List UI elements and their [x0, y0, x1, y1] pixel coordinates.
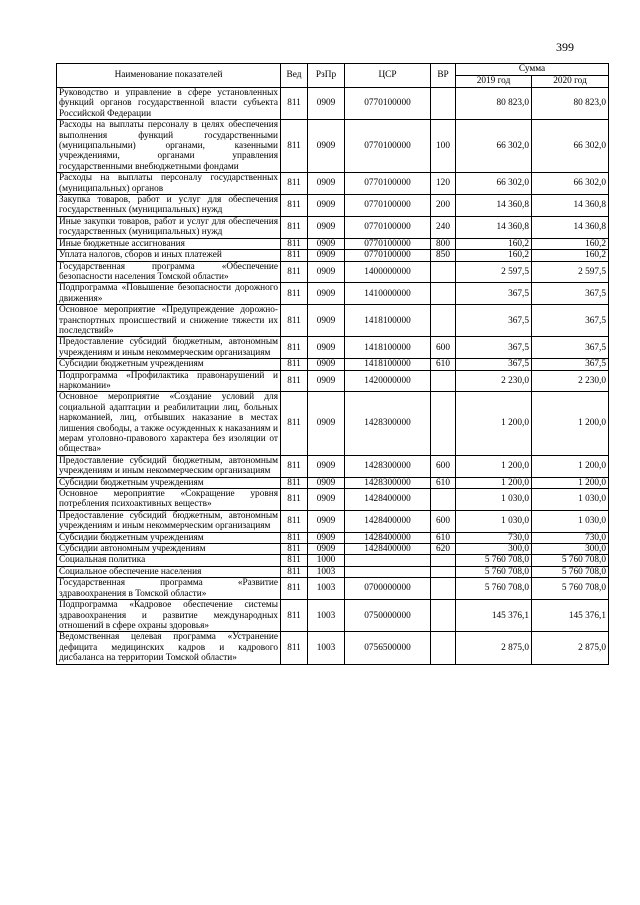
row-vr: 600	[431, 455, 456, 477]
row-name: Иные бюджетные ассигнования	[57, 238, 281, 249]
row-name: Основное мероприятие «Создание условий для социальной адаптации и реабилитации лиц, больных наркоманией, лиц, отбывших наказание в местах лишения свободы, а также осужденных к наказаниям и мерам уголовно-правового характера без изоляции от общества»	[57, 392, 281, 455]
table-row	[57, 359, 609, 370]
table-row	[57, 600, 609, 632]
row-csr: 0770100000	[345, 173, 431, 195]
row-sum-2020: 1 200,0	[532, 455, 609, 477]
header-vr: ВР	[431, 64, 456, 88]
row-ved: 811	[281, 600, 308, 632]
row-csr: 1428300000	[345, 455, 431, 477]
row-name: Субсидии бюджетным учреждениям	[57, 532, 281, 543]
row-name: Субсидии автономным учреждениям	[57, 544, 281, 555]
row-vr	[431, 489, 456, 511]
row-ved: 811	[281, 566, 308, 577]
row-name: Социальная политика	[57, 555, 281, 566]
table-row	[57, 510, 609, 532]
row-vr: 850	[431, 250, 456, 261]
row-sum-2019: 367,5	[456, 305, 532, 337]
row-rzpr: 0909	[308, 392, 345, 455]
row-ved: 811	[281, 477, 308, 488]
row-sum-2019: 730,0	[456, 532, 532, 543]
row-csr: 1418100000	[345, 305, 431, 337]
row-rzpr: 0909	[308, 216, 345, 238]
row-ved: 811	[281, 392, 308, 455]
row-ved: 811	[281, 510, 308, 532]
header-ved: Вед	[281, 64, 308, 88]
row-ved: 811	[281, 337, 308, 359]
row-rzpr: 0909	[308, 532, 345, 543]
row-csr: 1428400000	[345, 489, 431, 511]
header-year-2019: 2019 год	[456, 76, 532, 88]
table-row	[57, 337, 609, 359]
row-vr	[431, 305, 456, 337]
row-rzpr: 0909	[308, 238, 345, 249]
row-csr: 0770100000	[345, 238, 431, 249]
row-sum-2019: 1 200,0	[456, 392, 532, 455]
table-row	[57, 632, 609, 664]
row-vr	[431, 261, 456, 283]
row-sum-2019: 145 376,1	[456, 600, 532, 632]
row-sum-2019: 1 200,0	[456, 477, 532, 488]
row-csr: 1428300000	[345, 392, 431, 455]
row-name: Ведомственная целевая программа «Устранение дефицита медицинских кадров и кадрового дисбаланса на территории Томской области»	[57, 632, 281, 664]
row-name: Подпрограмма «Профилактика правонарушений и наркомании»	[57, 370, 281, 392]
row-sum-2020: 2 875,0	[532, 632, 609, 664]
row-ved: 811	[281, 88, 308, 120]
row-rzpr: 0909	[308, 250, 345, 261]
row-sum-2019: 2 230,0	[456, 370, 532, 392]
row-rzpr: 0909	[308, 477, 345, 488]
row-csr: 1428300000	[345, 477, 431, 488]
row-ved: 811	[281, 370, 308, 392]
row-sum-2019: 66 302,0	[456, 173, 532, 195]
row-ved: 811	[281, 544, 308, 555]
row-sum-2019: 5 760 708,0	[456, 566, 532, 577]
row-name: Субсидии бюджетным учреждениям	[57, 359, 281, 370]
row-ved: 811	[281, 555, 308, 566]
row-sum-2020: 367,5	[532, 305, 609, 337]
row-vr: 200	[431, 195, 456, 217]
row-name: Расходы на выплаты персоналу в целях обеспечения выполнения функций государственными (муниципальными) органами, казенными учреждениями, органами управления государственными внебюджетными фондами	[57, 120, 281, 173]
row-vr	[431, 578, 456, 600]
row-vr	[431, 370, 456, 392]
row-sum-2019: 1 200,0	[456, 455, 532, 477]
row-sum-2020: 2 597,5	[532, 261, 609, 283]
row-ved: 811	[281, 632, 308, 664]
row-sum-2020: 160,2	[532, 238, 609, 249]
row-vr	[431, 632, 456, 664]
table-row	[57, 544, 609, 555]
row-rzpr: 0909	[308, 337, 345, 359]
row-sum-2020: 5 760 708,0	[532, 555, 609, 566]
row-sum-2020: 66 302,0	[532, 173, 609, 195]
header-sum: Сумма	[456, 64, 609, 76]
row-name: Основное мероприятие «Предупреждение дорожно-транспортных происшествий и снижение тяжести их последствий»	[57, 305, 281, 337]
row-ved: 811	[281, 455, 308, 477]
row-name: Расходы на выплаты персоналу государственных (муниципальных) органов	[57, 173, 281, 195]
row-ved: 811	[281, 216, 308, 238]
row-rzpr: 1003	[308, 566, 345, 577]
row-ved: 811	[281, 195, 308, 217]
header-year-2020: 2020 год	[532, 76, 609, 88]
table-row	[57, 283, 609, 305]
row-rzpr: 0909	[308, 88, 345, 120]
row-sum-2020: 1 200,0	[532, 477, 609, 488]
row-sum-2020: 66 302,0	[532, 120, 609, 173]
row-sum-2019: 300,0	[456, 544, 532, 555]
table-row	[57, 88, 609, 120]
table-row	[57, 455, 609, 477]
row-ved: 811	[281, 250, 308, 261]
row-sum-2019: 1 030,0	[456, 510, 532, 532]
row-sum-2020: 367,5	[532, 359, 609, 370]
row-name: Государственная программа «Обеспечение безопасности населения Томской области»	[57, 261, 281, 283]
row-vr: 600	[431, 337, 456, 359]
header-name: Наименование показателей	[57, 64, 281, 88]
row-rzpr: 0909	[308, 455, 345, 477]
row-name: Руководство и управление в сфере установленных функций органов государственной власти субъекта Российской Федерации	[57, 88, 281, 120]
row-name: Социальное обеспечение населения	[57, 566, 281, 577]
row-csr: 1428400000	[345, 532, 431, 543]
row-csr	[345, 555, 431, 566]
row-vr: 610	[431, 532, 456, 543]
row-name: Государственная программа «Развитие здравоохранения в Томской области»	[57, 578, 281, 600]
table-body	[57, 88, 609, 665]
row-sum-2019: 367,5	[456, 337, 532, 359]
row-vr: 100	[431, 120, 456, 173]
row-name: Уплата налогов, сборов и иных платежей	[57, 250, 281, 261]
row-name: Предоставление субсидий бюджетным, автономным учреждениям и иным некоммерческим организациям	[57, 510, 281, 532]
row-rzpr: 1003	[308, 578, 345, 600]
row-name: Иные закупки товаров, работ и услуг для обеспечения государственных (муниципальных) нужд	[57, 216, 281, 238]
row-rzpr: 0909	[308, 489, 345, 511]
row-ved: 811	[281, 489, 308, 511]
row-sum-2020: 367,5	[532, 337, 609, 359]
row-ved: 811	[281, 261, 308, 283]
row-vr	[431, 555, 456, 566]
table-row	[57, 477, 609, 488]
row-vr: 610	[431, 359, 456, 370]
row-vr: 600	[431, 510, 456, 532]
row-csr: 0770100000	[345, 88, 431, 120]
row-sum-2019: 2 597,5	[456, 261, 532, 283]
row-sum-2020: 1 200,0	[532, 392, 609, 455]
table-row	[57, 532, 609, 543]
row-sum-2020: 80 823,0	[532, 88, 609, 120]
row-csr: 1410000000	[345, 283, 431, 305]
row-sum-2019: 2 875,0	[456, 632, 532, 664]
row-rzpr: 0909	[308, 370, 345, 392]
table-row	[57, 173, 609, 195]
row-sum-2020: 367,5	[532, 283, 609, 305]
row-sum-2019: 14 360,8	[456, 195, 532, 217]
row-ved: 811	[281, 578, 308, 600]
row-name: Предоставление субсидий бюджетным, автономным учреждениям и иным некоммерческим организациям	[57, 337, 281, 359]
row-sum-2019: 160,2	[456, 250, 532, 261]
table-row	[57, 392, 609, 455]
row-name: Субсидии бюджетным учреждениям	[57, 477, 281, 488]
table-row	[57, 250, 609, 261]
row-rzpr: 0909	[308, 195, 345, 217]
row-name: Основное мероприятие «Сокращение уровня потребления психоактивных веществ»	[57, 489, 281, 511]
row-sum-2020: 14 360,8	[532, 216, 609, 238]
row-rzpr: 0909	[308, 544, 345, 555]
row-ved: 811	[281, 238, 308, 249]
row-sum-2019: 5 760 708,0	[456, 555, 532, 566]
table-row	[57, 305, 609, 337]
row-vr: 610	[431, 477, 456, 488]
row-rzpr: 0909	[308, 283, 345, 305]
row-ved: 811	[281, 359, 308, 370]
row-csr: 1420000000	[345, 370, 431, 392]
row-ved: 811	[281, 305, 308, 337]
row-vr	[431, 392, 456, 455]
row-ved: 811	[281, 173, 308, 195]
table-row	[57, 578, 609, 600]
row-sum-2019: 80 823,0	[456, 88, 532, 120]
row-rzpr: 0909	[308, 173, 345, 195]
row-rzpr: 1000	[308, 555, 345, 566]
row-sum-2019: 367,5	[456, 283, 532, 305]
table-row	[57, 370, 609, 392]
row-name: Подпрограмма «Повышение безопасности дорожного движения»	[57, 283, 281, 305]
table-row	[57, 195, 609, 217]
row-sum-2020: 1 030,0	[532, 510, 609, 532]
row-csr: 0770100000	[345, 195, 431, 217]
row-sum-2020: 730,0	[532, 532, 609, 543]
row-sum-2019: 1 030,0	[456, 489, 532, 511]
table-row	[57, 489, 609, 511]
row-sum-2020: 14 360,8	[532, 195, 609, 217]
row-csr: 1418100000	[345, 359, 431, 370]
table-row	[57, 555, 609, 566]
row-sum-2020: 5 760 708,0	[532, 566, 609, 577]
row-rzpr: 1003	[308, 632, 345, 664]
row-sum-2020: 2 230,0	[532, 370, 609, 392]
row-vr: 620	[431, 544, 456, 555]
row-csr: 1428400000	[345, 544, 431, 555]
row-sum-2019: 367,5	[456, 359, 532, 370]
budget-table	[56, 63, 609, 665]
row-sum-2020: 1 030,0	[532, 489, 609, 511]
row-csr: 1428400000	[345, 510, 431, 532]
row-rzpr: 0909	[308, 261, 345, 283]
table-row	[57, 566, 609, 577]
table-row	[57, 238, 609, 249]
table-row	[57, 261, 609, 283]
row-sum-2019: 14 360,8	[456, 216, 532, 238]
row-vr	[431, 600, 456, 632]
row-name: Подпрограмма «Кадровое обеспечение системы здравоохранения и развитие международных отношений в сфере охраны здоровья»	[57, 600, 281, 632]
row-ved: 811	[281, 532, 308, 543]
row-csr: 1418100000	[345, 337, 431, 359]
row-vr	[431, 283, 456, 305]
header-csr: ЦСР	[345, 64, 431, 88]
row-csr: 0770100000	[345, 216, 431, 238]
row-csr: 0750000000	[345, 600, 431, 632]
row-vr: 240	[431, 216, 456, 238]
row-sum-2020: 145 376,1	[532, 600, 609, 632]
row-rzpr: 0909	[308, 305, 345, 337]
row-sum-2019: 66 302,0	[456, 120, 532, 173]
row-rzpr: 0909	[308, 510, 345, 532]
row-csr: 1400000000	[345, 261, 431, 283]
row-vr	[431, 88, 456, 120]
table-row	[57, 120, 609, 173]
row-vr	[431, 566, 456, 577]
row-rzpr: 1003	[308, 600, 345, 632]
row-sum-2019: 160,2	[456, 238, 532, 249]
row-rzpr: 0909	[308, 120, 345, 173]
row-name: Закупка товаров, работ и услуг для обеспечения государственных (муниципальных) нужд	[57, 195, 281, 217]
row-csr: 0770100000	[345, 120, 431, 173]
row-name: Предоставление субсидий бюджетным, автономным учреждениям и иным некоммерческим организациям	[57, 455, 281, 477]
row-ved: 811	[281, 120, 308, 173]
table-row	[57, 216, 609, 238]
row-csr: 0756500000	[345, 632, 431, 664]
row-rzpr: 0909	[308, 359, 345, 370]
row-sum-2020: 5 760 708,0	[532, 578, 609, 600]
row-csr: 0700000000	[345, 578, 431, 600]
header-rzpr: РзПр	[308, 64, 345, 88]
row-csr: 0770100000	[345, 250, 431, 261]
row-sum-2020: 160,2	[532, 250, 609, 261]
page-number: 399	[556, 40, 574, 54]
row-vr: 120	[431, 173, 456, 195]
row-sum-2019: 5 760 708,0	[456, 578, 532, 600]
row-sum-2020: 300,0	[532, 544, 609, 555]
row-ved: 811	[281, 283, 308, 305]
row-csr	[345, 566, 431, 577]
row-vr: 800	[431, 238, 456, 249]
